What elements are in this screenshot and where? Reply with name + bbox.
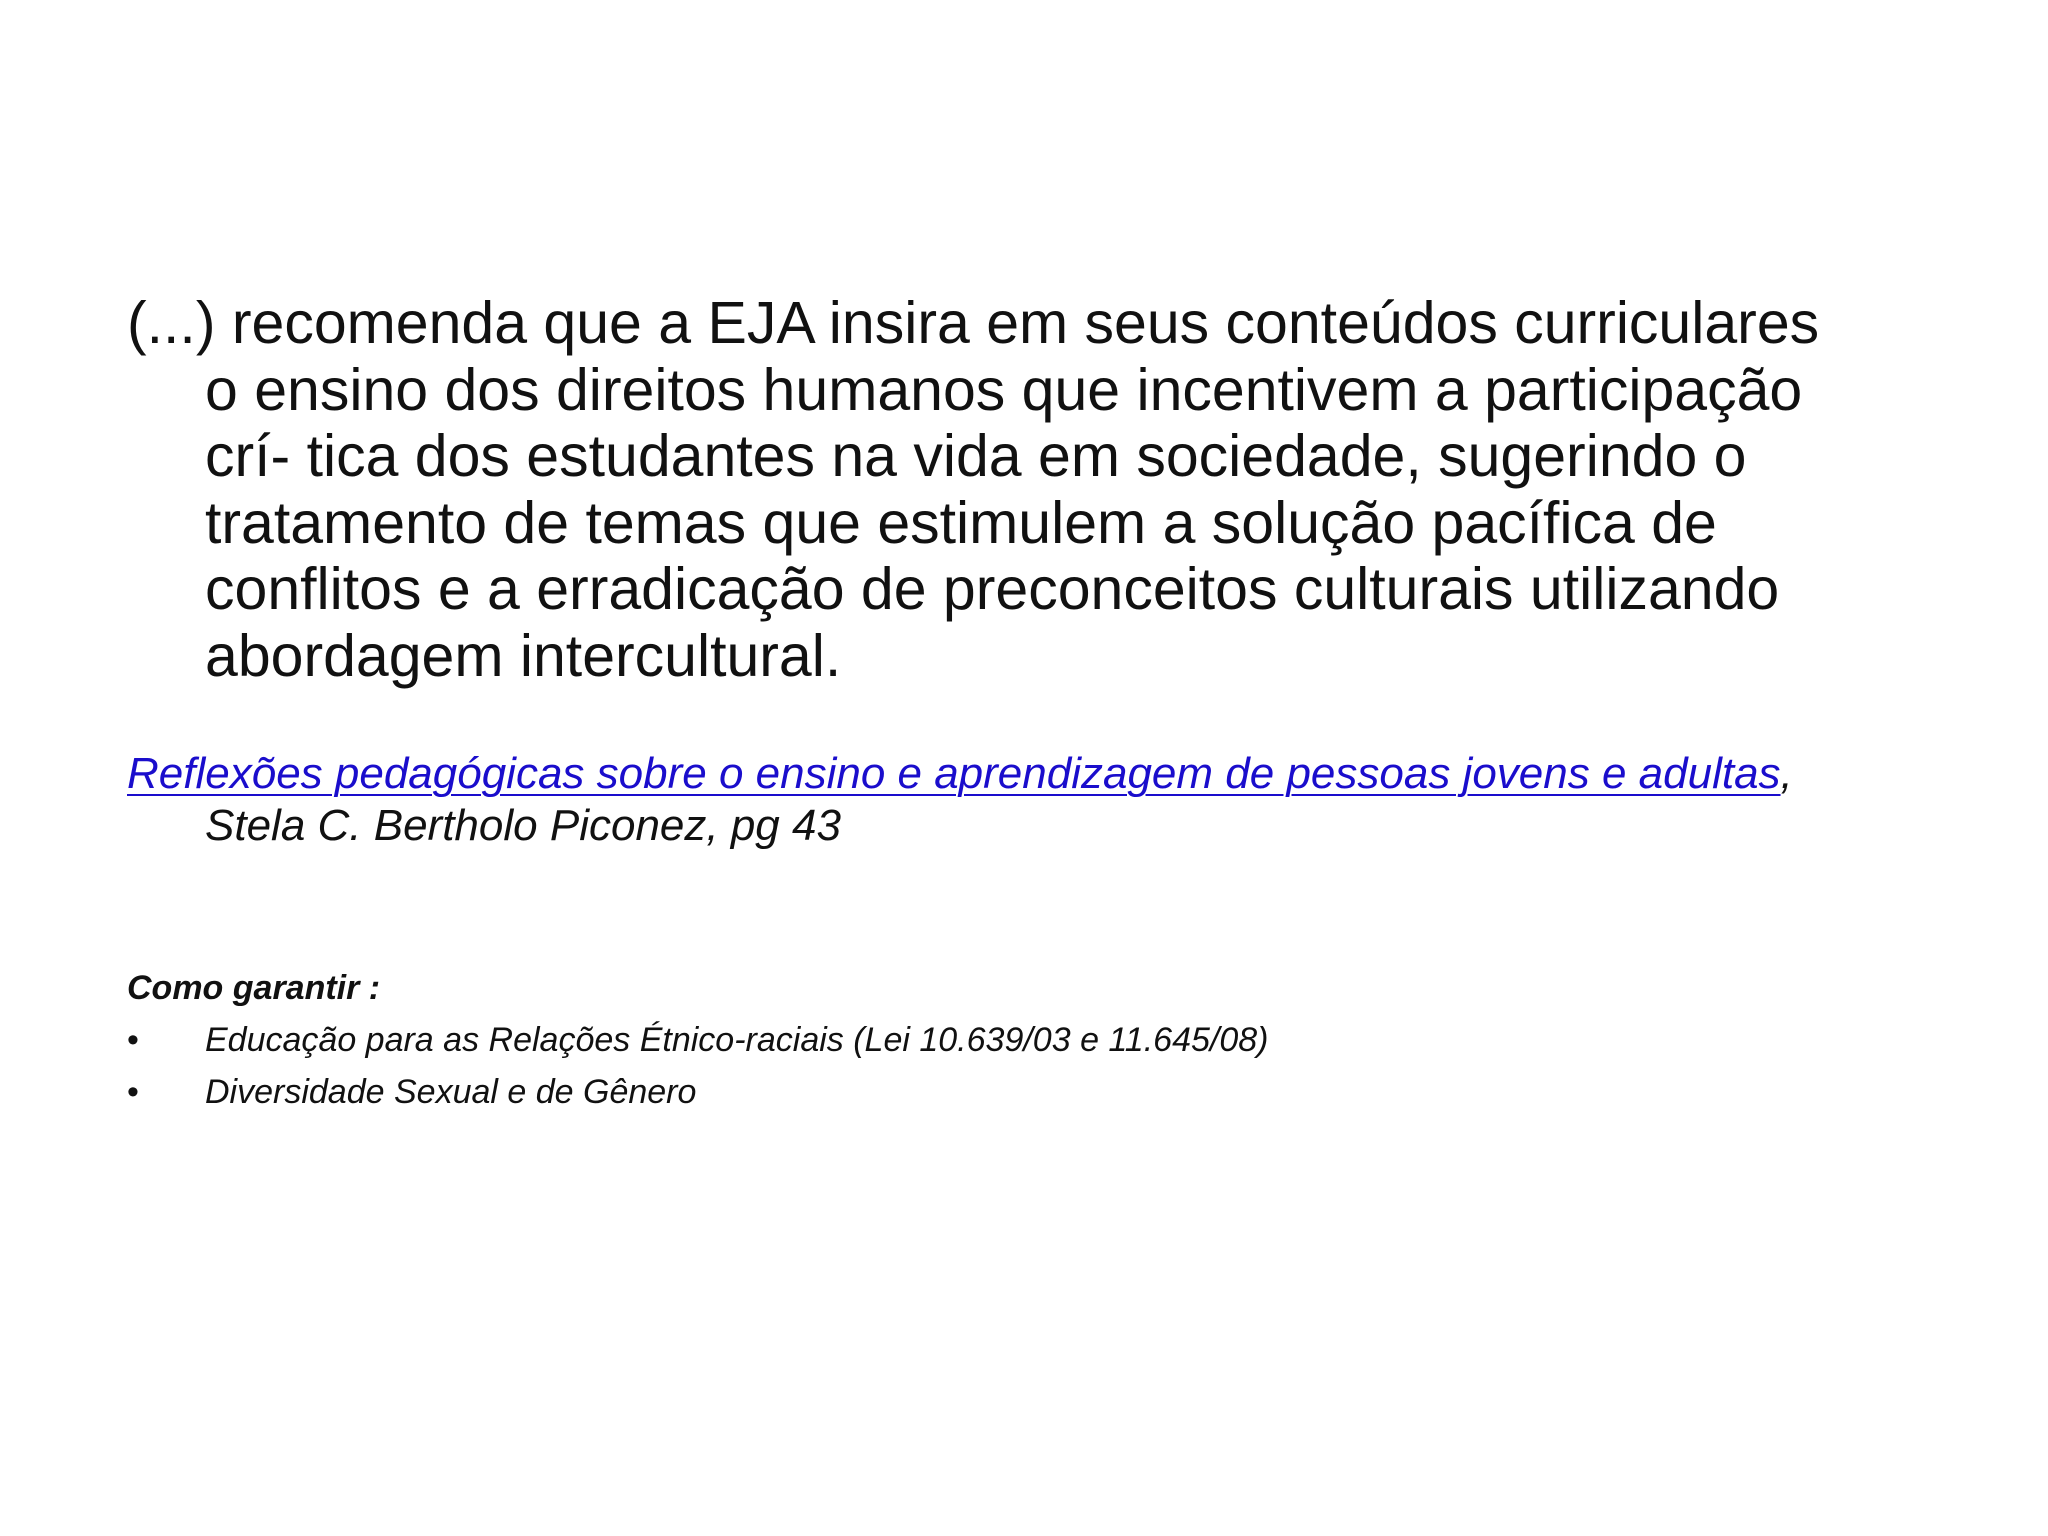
- bullet-icon: •: [127, 1021, 139, 1059]
- quote-line: tratamento de temas que estimulem a solução pacífica de: [205, 489, 1717, 556]
- reference-citation: [127, 748, 1977, 852]
- list-item-text: Educação para as Relações Étnico-raciais (Lei 10.639/03 e 11.645/08): [205, 1021, 1269, 1059]
- guarantee-list: [127, 1014, 1977, 1118]
- quote-line: o ensino dos direitos humanos que incentivem a participação: [205, 356, 1803, 423]
- quote-paragraph: [127, 290, 1977, 689]
- list-item-text: Diversidade Sexual e de Gênero: [205, 1073, 697, 1111]
- quote-line: crí- tica dos estudantes na vida em sociedade, sugerindo o: [205, 423, 1747, 489]
- guarantee-section: [127, 962, 1977, 1118]
- reference-author: Stela C. Bertholo Piconez, pg 43: [205, 801, 841, 850]
- bullet-icon: •: [127, 1073, 139, 1111]
- quote-line: (...) recomenda que a EJA insira em seus conteúdos curriculares: [127, 290, 1820, 356]
- list-item: [127, 1066, 1977, 1118]
- reference-separator: ,: [1780, 749, 1793, 798]
- quote-line: abordagem intercultural.: [205, 622, 842, 689]
- reference-link[interactable]: Reflexões pedagógicas sobre o ensino e aprendizagem de pessoas jovens e adultas: [127, 749, 1781, 798]
- quote-line: conflitos e a erradicação de preconceitos culturais utilizando: [205, 556, 1780, 622]
- list-item: [127, 1014, 1977, 1066]
- reference-title-line: [127, 748, 1977, 800]
- guarantee-heading: Como garantir :: [127, 969, 381, 1007]
